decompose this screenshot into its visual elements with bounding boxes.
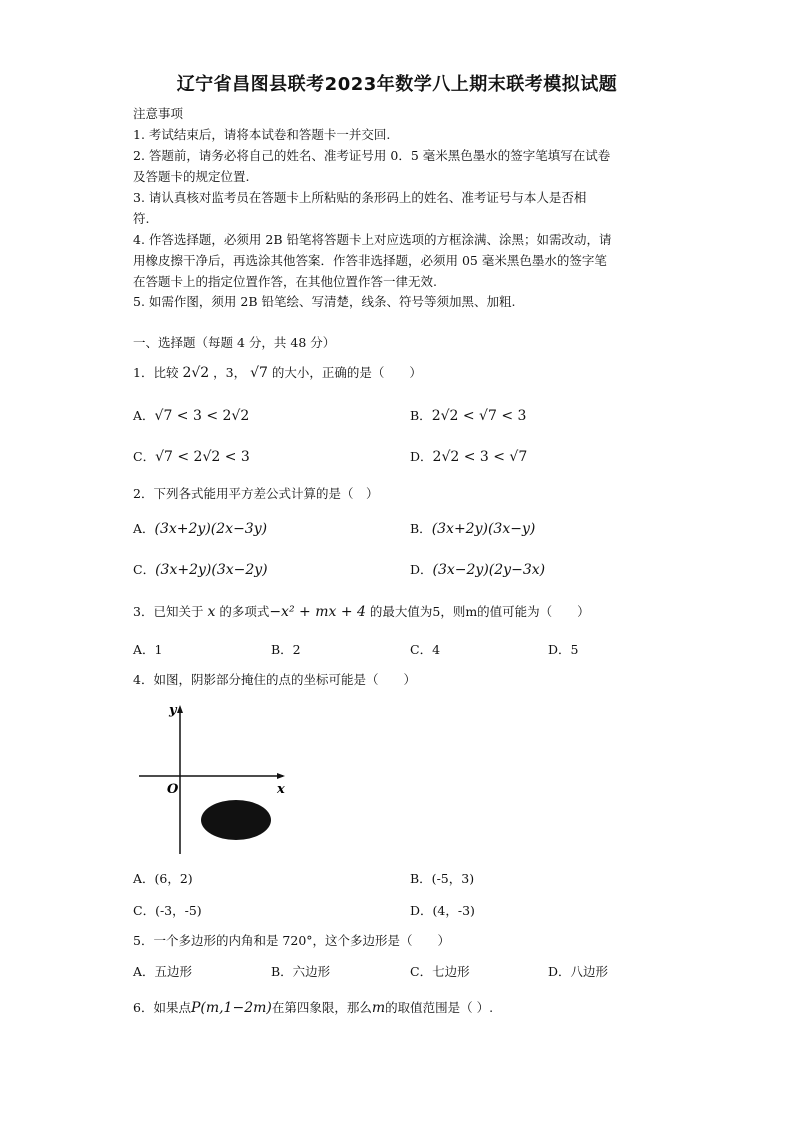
question-number: 1．比较 <box>133 365 179 380</box>
y-axis-label: y <box>169 703 177 718</box>
option-math: √7 < 3 < 2√2 <box>154 408 250 424</box>
notice-line: 3. 请认真核对监考员在答题卡上所粘贴的条形码上的姓名、准考证号与本人是否相 <box>133 190 587 205</box>
option-math: (3x+2y)(2x−3y) <box>154 521 268 537</box>
option-label: D． <box>410 562 433 577</box>
option-math: 2√2 < 3 < √7 <box>432 449 528 465</box>
option-c <box>133 560 268 578</box>
option-c: C．4 <box>410 642 441 657</box>
shaded-ellipse <box>201 800 271 840</box>
origin-label: O <box>167 782 179 797</box>
option-a: A．(6，2) <box>133 871 193 886</box>
option-d: D．5 <box>548 642 579 657</box>
stem-text: 的多项式 <box>215 604 270 619</box>
math-expression: 2√2 <box>182 365 210 381</box>
stem-text: 的最大值为5，则m的值可能为（ ） <box>365 604 590 619</box>
option-a: A．1 <box>133 642 163 657</box>
notice-line: 用橡皮擦干净后，再选涂其他答案．作答非选择题，必须用 05 毫米黑色墨水的签字笔 <box>133 253 607 268</box>
notice-line: 5. 如需作图，须用 2B 铅笔绘、写清楚，线条、符号等须加黑、加粗. <box>133 294 516 309</box>
option-a: A．五边形 <box>133 964 193 979</box>
option-label: D． <box>410 449 433 464</box>
page-title: 辽宁省昌图县联考2023年数学八上期末联考模拟试题 <box>176 74 618 95</box>
option-math: (3x−2y)(2y−3x) <box>432 562 546 578</box>
notice-line: 1. 考试结束后，请将本试卷和答题卡一并交回. <box>133 127 391 142</box>
option-label: A． <box>133 408 155 423</box>
notice-line: 符. <box>133 211 150 226</box>
question-6-stem <box>133 998 493 1016</box>
option-d: D．八边形 <box>548 964 609 979</box>
option-label: C． <box>133 562 156 577</box>
option-math: 2√2 < √7 < 3 <box>431 408 527 424</box>
option-c <box>133 447 250 465</box>
stem-text: ，3， <box>213 365 247 380</box>
option-a <box>133 406 249 424</box>
coordinate-figure <box>133 700 293 860</box>
option-b <box>410 519 535 537</box>
x-axis-label: x <box>277 782 285 797</box>
option-c: C．(-3，-5) <box>133 903 202 918</box>
option-d: D．(4，-3) <box>410 903 475 918</box>
stem-text: 6．如果点 <box>133 1000 191 1015</box>
question-1-stem <box>133 363 422 381</box>
option-math: (3x+2y)(3x−2y) <box>155 562 268 578</box>
notice-heading: 注意事项 <box>133 106 184 121</box>
stem-text: 3．已知关于 <box>133 604 208 619</box>
option-b: B．2 <box>271 642 301 657</box>
option-label: B． <box>410 521 432 536</box>
option-label: C． <box>133 449 156 464</box>
option-label: A． <box>133 521 155 536</box>
option-b <box>410 406 526 424</box>
notice-line: 及答题卡的规定位置. <box>133 169 250 184</box>
question-5-stem: 5．一个多边形的内角和是 720°，这个多边形是（ ） <box>133 933 451 948</box>
notice-line: 在答题卡上的指定位置作答，在其他位置作答一律无效. <box>133 274 437 289</box>
x-axis-arrow-icon <box>277 773 285 779</box>
question-2-stem: 2．下列各式能用平方差公式计算的是（ ） <box>133 486 379 501</box>
option-c: C．七边形 <box>410 964 470 979</box>
option-math: (3x+2y)(3x−y) <box>431 521 536 537</box>
option-d <box>410 560 545 578</box>
stem-text: 的大小，正确的是（ ） <box>271 365 422 380</box>
math-expression: P(m,1−2m) <box>190 1000 272 1016</box>
math-expression: −x² + mx + 4 <box>269 604 366 620</box>
option-d <box>410 447 527 465</box>
option-math: √7 < 2√2 < 3 <box>155 449 250 465</box>
option-b: B．六边形 <box>271 964 331 979</box>
notice-line: 4. 作答选择题，必须用 2B 铅笔将答题卡上对应选项的方框涂满、涂黑；如需改动，请 <box>133 232 612 247</box>
math-variable: x <box>207 604 216 620</box>
stem-text: 的取值范围是（ ）. <box>385 1000 494 1015</box>
option-b: B．(-5，3) <box>410 871 475 886</box>
stem-text: 在第四象限，那么 <box>271 1000 372 1015</box>
question-3-stem <box>133 602 590 620</box>
notice-line: 2. 答题前，请务必将自己的姓名、准考证号用 0．5 毫米黑色墨水的签字笔填写在试卷 <box>133 148 611 163</box>
section-heading: 一、选择题（每题 4 分，共 48 分） <box>133 335 336 350</box>
option-a <box>133 519 267 537</box>
math-variable: m <box>371 1000 386 1016</box>
question-4-stem: 4．如图，阴影部分掩住的点的坐标可能是（ ） <box>133 672 416 687</box>
math-expression: √7 <box>250 365 268 381</box>
option-label: B． <box>410 408 432 423</box>
y-axis-arrow-icon <box>177 705 183 713</box>
